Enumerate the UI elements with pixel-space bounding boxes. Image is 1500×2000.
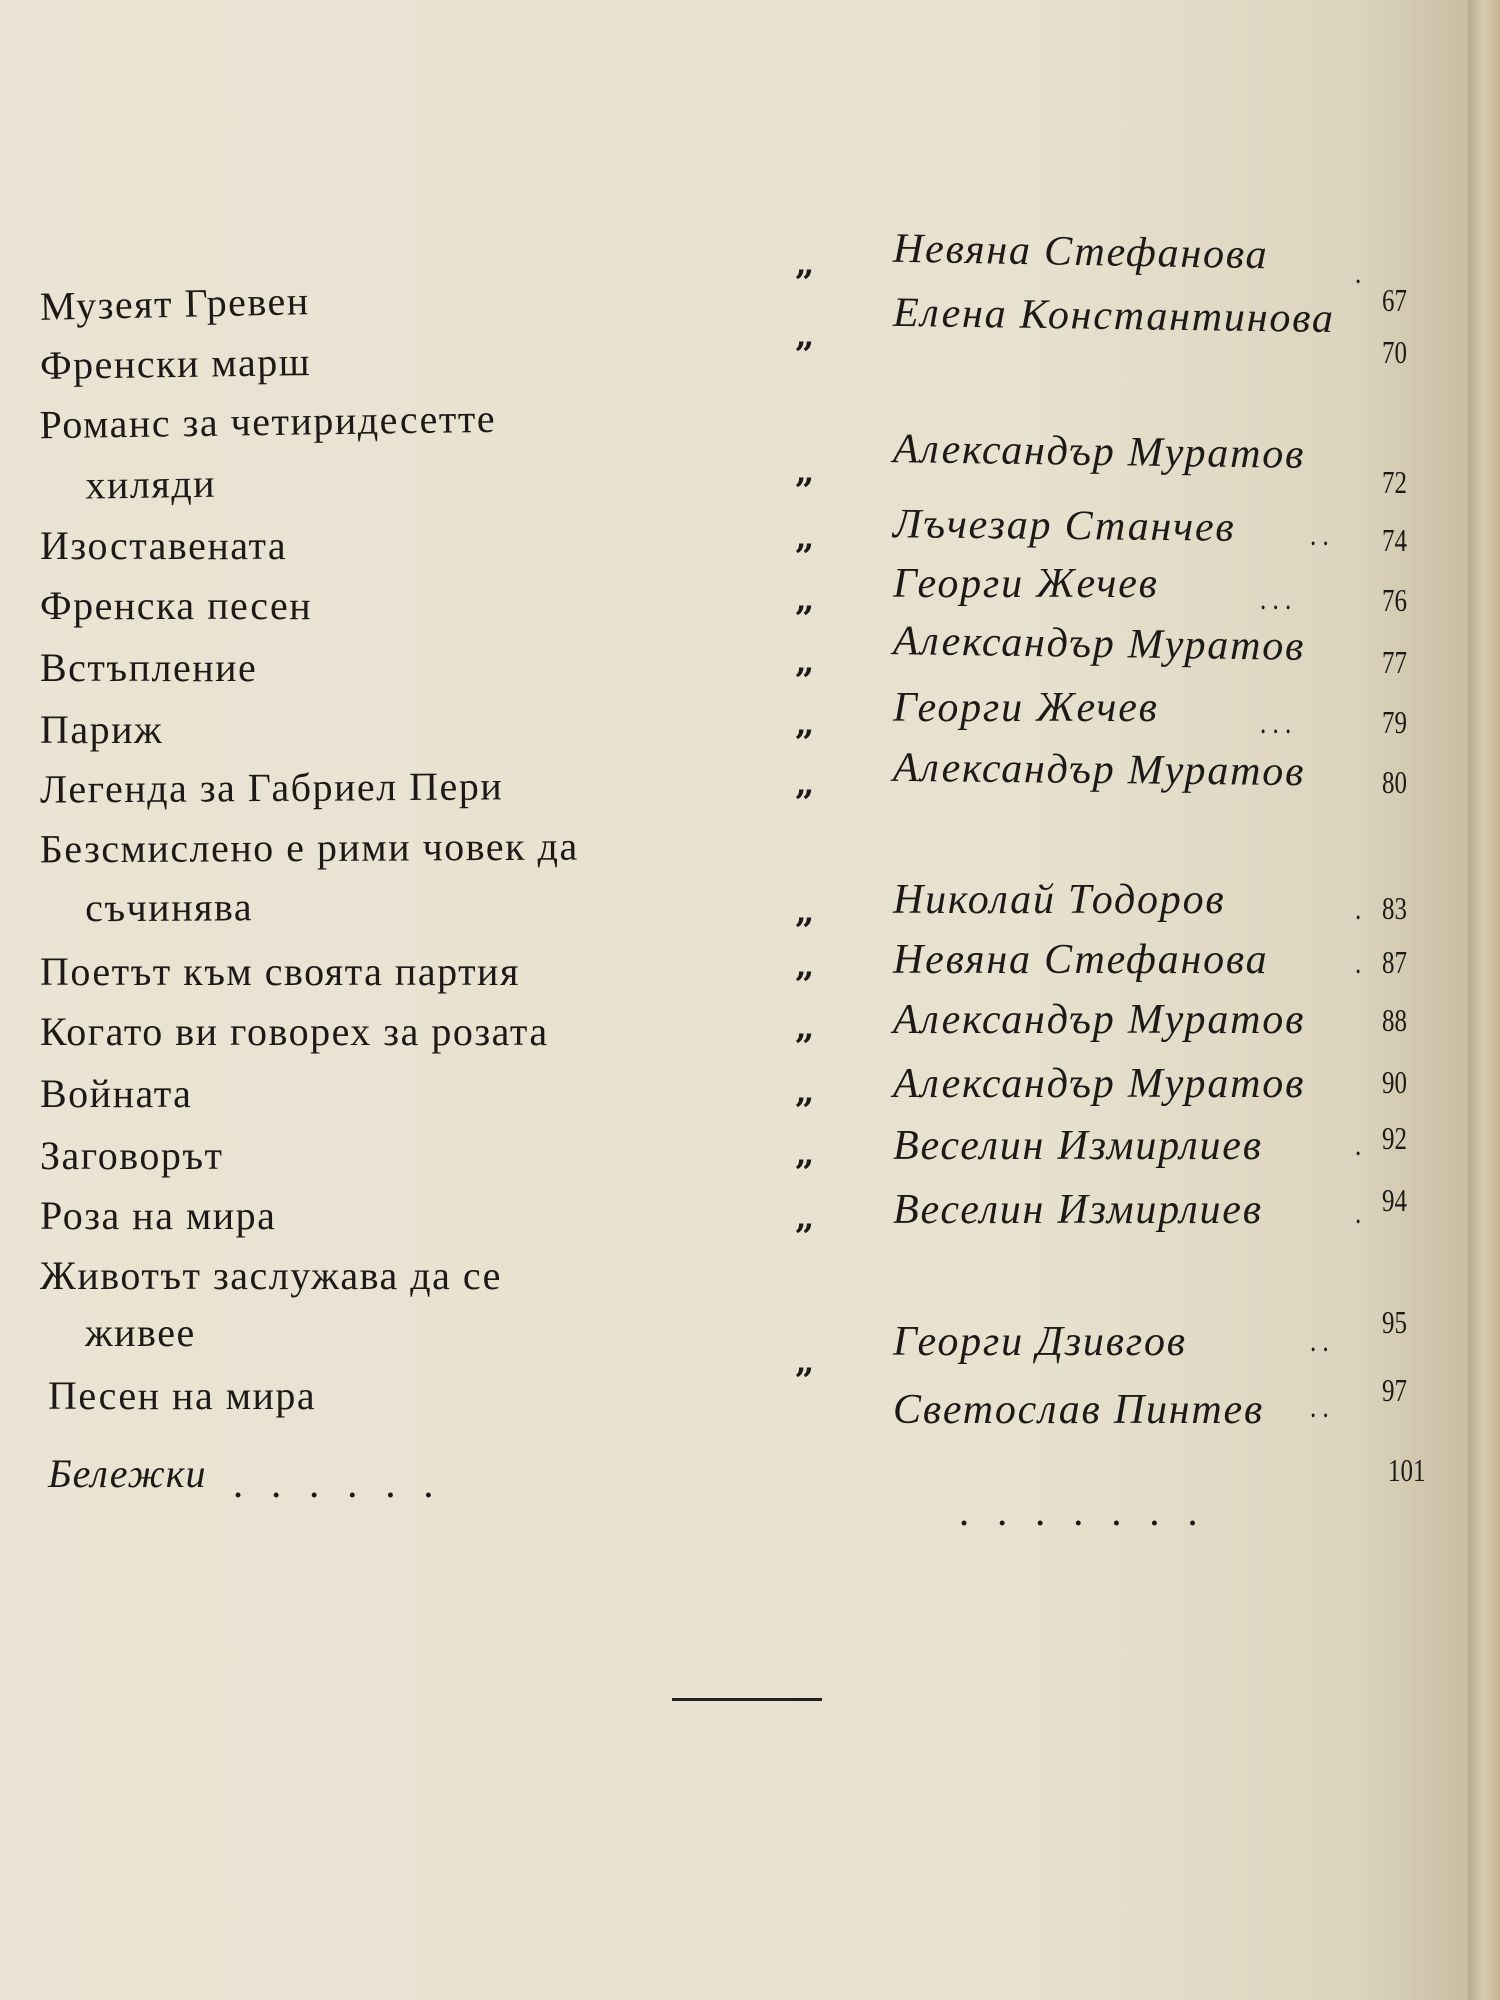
- entry-title: Поетът към своята партия: [40, 949, 520, 994]
- entry-leader: .: [1355, 1126, 1362, 1162]
- entry-title: Встъпление: [40, 645, 258, 690]
- entry-author: Александър Муратов: [893, 1061, 1306, 1107]
- dot-leader: .......: [958, 1490, 1225, 1534]
- entry-author: Георги Жечев: [893, 561, 1159, 607]
- dot-leader: ......: [232, 1462, 461, 1506]
- ditto-mark: „: [795, 892, 815, 932]
- ditto-mark: „: [795, 946, 815, 986]
- entry-page-number: 79: [1382, 704, 1407, 740]
- entry-author: Георги Дзивгов: [893, 1319, 1187, 1365]
- ditto-mark: „: [795, 1008, 815, 1048]
- entry-author: Веселин Измирлиев: [893, 1187, 1263, 1233]
- entry-title: Роза на мира: [40, 1193, 277, 1238]
- entry-page-number: 95: [1382, 1304, 1407, 1340]
- entry-author: Невяна Стефанова: [893, 937, 1269, 983]
- entry-page-number: 92: [1382, 1120, 1407, 1156]
- entry-title: Френски марш: [39, 339, 312, 388]
- entry-page-number: 94: [1382, 1182, 1407, 1218]
- entry-page-number: 70: [1382, 334, 1407, 370]
- entry-page-number: 72: [1382, 464, 1407, 500]
- entry-author: Георги Жечев: [893, 685, 1159, 731]
- entry-page-number: 74: [1382, 522, 1407, 558]
- page-edge: [1468, 0, 1500, 2000]
- end-rule: [672, 1698, 822, 1701]
- entry-page-number: 90: [1382, 1064, 1407, 1100]
- entry-title: Париж: [40, 707, 164, 752]
- entry-title-line: Романс за четиридесетте: [39, 395, 497, 448]
- entry-title-continuation: хиляди: [85, 460, 217, 508]
- entry-page-number: 88: [1382, 1002, 1407, 1038]
- ditto-mark: „: [795, 452, 815, 492]
- entry-title-continuation: съчинява: [85, 884, 254, 931]
- entry-author: Александър Муратов: [892, 426, 1306, 478]
- entry-title: [40, 1252, 502, 1356]
- entry-page-number: 76: [1382, 582, 1407, 618]
- entry-author: Лъчезар Станчев: [892, 501, 1236, 551]
- entry-page-number: 97: [1382, 1372, 1407, 1408]
- ditto-mark: „: [795, 704, 815, 744]
- entry-title: Заговорът: [40, 1133, 224, 1178]
- entry-leader: . . .: [1260, 580, 1292, 616]
- entry-leader: . . .: [1260, 704, 1292, 740]
- entry-title: [39, 395, 497, 509]
- entry-title: Когато ви говорех за розата: [40, 1009, 549, 1054]
- ditto-mark: „: [795, 764, 815, 804]
- entry-author: Елена Константинова: [892, 289, 1336, 343]
- entry-page-number: 67: [1382, 282, 1407, 318]
- ditto-mark: „: [795, 1198, 815, 1238]
- entry-title-line: Безсмислено е рими човек да: [39, 823, 579, 872]
- entry-title: Песен на мира: [48, 1373, 317, 1418]
- entry-title: Изоставената: [40, 523, 288, 568]
- entry-page-number: 77: [1382, 644, 1407, 680]
- entry-title: Музеят Гревен: [39, 278, 311, 329]
- entry-author: Веселин Измирлиев: [893, 1123, 1263, 1169]
- entry-page-number: 83: [1382, 890, 1407, 926]
- entry-title-continuation: живее: [85, 1310, 196, 1355]
- entry-page-number: 87: [1382, 944, 1407, 980]
- entry-author: Александър Муратов: [892, 744, 1306, 796]
- ditto-mark: „: [795, 518, 815, 558]
- ditto-mark: „: [795, 244, 815, 284]
- ditto-mark: „: [795, 316, 815, 356]
- entry-title: Войната: [40, 1071, 193, 1116]
- entry-leader: . .: [1310, 1388, 1329, 1424]
- entry-author: Александър Муратов: [893, 997, 1306, 1043]
- entry-leader: . .: [1310, 516, 1329, 552]
- entry-author: Невяна Стефанова: [892, 225, 1269, 279]
- entry-title: Френска песен: [40, 583, 313, 628]
- ditto-mark: „: [795, 1342, 815, 1382]
- entry-leader: .: [1355, 254, 1362, 290]
- ditto-mark: „: [795, 642, 815, 682]
- notes-page-number: 101: [1388, 1452, 1426, 1488]
- entry-author: Светослав Пинтев: [893, 1387, 1265, 1433]
- entry-title: [40, 823, 579, 932]
- entry-page-number: 80: [1382, 764, 1407, 800]
- entry-leader: .: [1355, 1194, 1362, 1230]
- entry-title: Легенда за Габриел Пери: [39, 763, 504, 812]
- entry-leader: .: [1355, 890, 1362, 926]
- entry-title-line: Животът заслужава да се: [40, 1253, 502, 1298]
- entry-leader: .: [1355, 944, 1362, 980]
- entry-author: Александър Муратов: [892, 618, 1306, 670]
- notes-title: Бележки: [48, 1451, 207, 1496]
- ditto-mark: „: [795, 1134, 815, 1174]
- entry-author: Николай Тодоров: [893, 877, 1226, 923]
- ditto-mark: „: [795, 1072, 815, 1112]
- ditto-mark: „: [795, 580, 815, 620]
- entry-leader: . .: [1310, 1322, 1329, 1358]
